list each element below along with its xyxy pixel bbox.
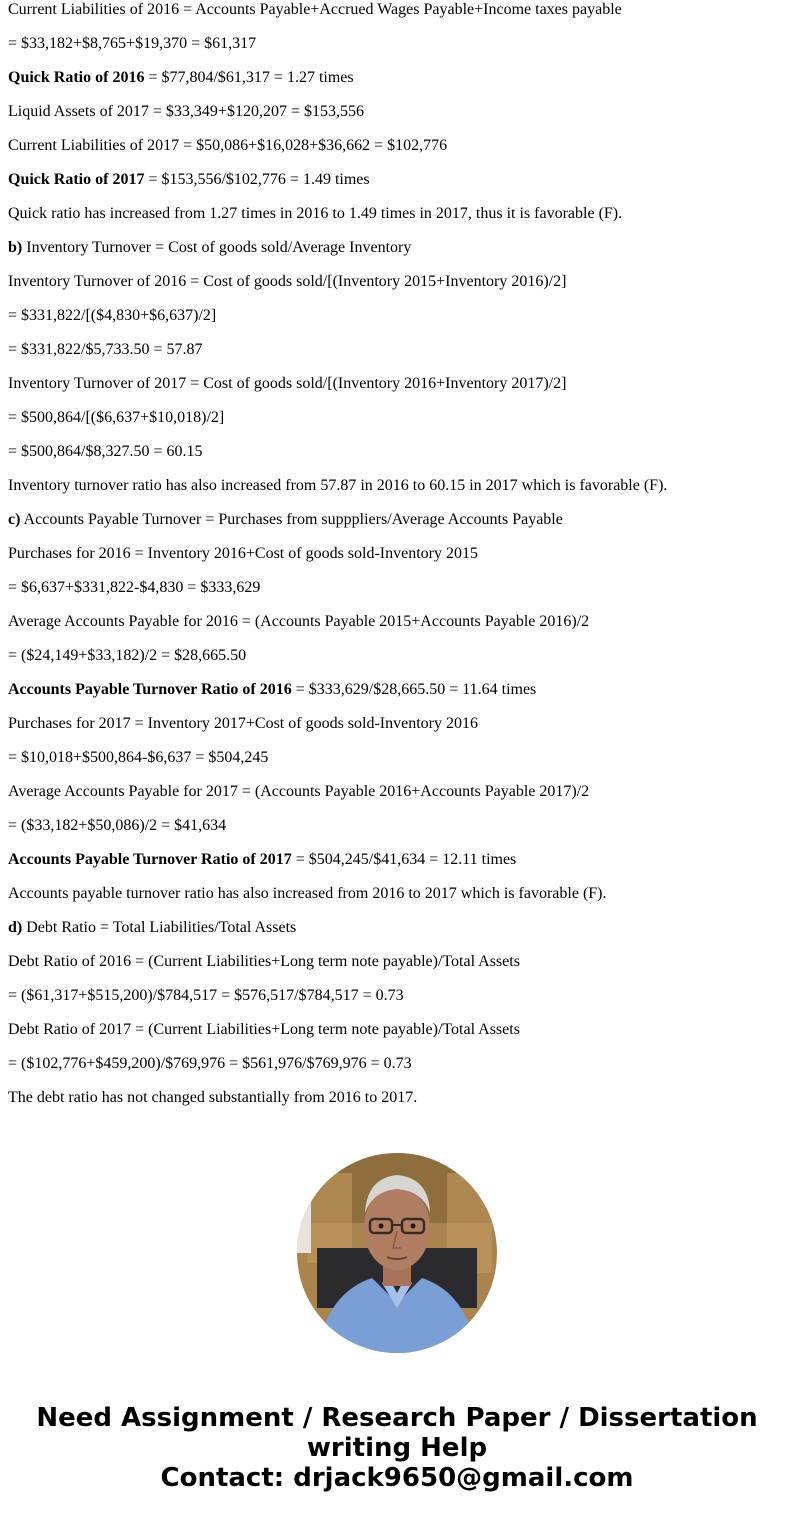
- line-text: = $500,864/[($6,637+$10,018)/2]: [8, 409, 225, 426]
- text-line: [8, 544, 788, 564]
- line-text: Average Accounts Payable for 2016 = (Accounts Payable 2015+Accounts Payable 2016)/2: [8, 613, 590, 630]
- bold-label: c): [8, 511, 21, 528]
- line-text: = ($102,776+$459,200)/$769,976 = $561,976/$769,976 = 0.73: [8, 1055, 412, 1072]
- text-line: [8, 476, 788, 496]
- text-line: [8, 408, 788, 428]
- contact-banner: [0, 1403, 794, 1493]
- text-line: [8, 884, 788, 904]
- text-line: [8, 918, 788, 938]
- text-line: [8, 1054, 788, 1074]
- text-line: [8, 816, 788, 836]
- text-line: [8, 272, 788, 292]
- cta-contact-email: Contact: drjack9650@gmail.com: [160, 1463, 634, 1493]
- line-text: Debt Ratio = Total Liabilities/Total Assets: [22, 919, 297, 936]
- line-text: = ($61,317+$515,200)/$784,517 = $576,517/$784,517 = 0.73: [8, 987, 404, 1004]
- text-line: [8, 1088, 788, 1108]
- text-line: [8, 204, 788, 224]
- text-line: [8, 442, 788, 462]
- line-text: Quick ratio has increased from 1.27 times in 2016 to 1.49 times in 2017, thus it is favorable (F).: [8, 205, 623, 222]
- line-text: = $331,822/[($4,830+$6,637)/2]: [8, 307, 217, 324]
- text-line: [8, 748, 788, 768]
- cta-line-2: writing Help: [306, 1433, 488, 1463]
- line-text: Inventory Turnover of 2017 = Cost of goods sold/[(Inventory 2016+Inventory 2017)/2]: [8, 375, 567, 392]
- bold-label: b): [8, 239, 23, 256]
- line-text: = ($24,149+$33,182)/2 = $28,665.50: [8, 647, 247, 664]
- line-text: Accounts Payable Turnover = Purchases from supppliers/Average Accounts Payable: [20, 511, 563, 528]
- text-line: [8, 170, 788, 190]
- line-text: = $331,822/$5,733.50 = 57.87: [8, 341, 203, 358]
- line-text: The debt ratio has not changed substantially from 2016 to 2017.: [8, 1089, 418, 1106]
- line-text: = $500,864/$8,327.50 = 60.15: [8, 443, 203, 460]
- line-text: Debt Ratio of 2017 = (Current Liabilities+Long term note payable)/Total Assets: [8, 1021, 520, 1038]
- text-line: [8, 782, 788, 802]
- line-text: Inventory turnover ratio has also increased from 57.87 in 2016 to 60.15 in 2017 which is favorable (F).: [8, 477, 668, 494]
- text-line: [8, 0, 788, 20]
- text-line: [8, 510, 788, 530]
- author-photo: [297, 1153, 497, 1353]
- text-line: [8, 306, 788, 326]
- line-text: Purchases for 2017 = Inventory 2017+Cost of goods sold-Inventory 2016: [8, 715, 478, 732]
- text-line: [8, 646, 788, 666]
- text-line: [8, 102, 788, 122]
- line-text: = $504,245/$41,634 = 12.11 times: [291, 851, 517, 868]
- line-text: Average Accounts Payable for 2017 = (Accounts Payable 2016+Accounts Payable 2017)/2: [8, 783, 590, 800]
- text-line: [8, 850, 788, 870]
- line-text: Inventory Turnover = Cost of goods sold/Average Inventory: [22, 239, 412, 256]
- line-text: = $6,637+$331,822-$4,830 = $333,629: [8, 579, 261, 596]
- text-line: [8, 714, 788, 734]
- line-text: = $153,556/$102,776 = 1.49 times: [144, 171, 370, 188]
- cta-line-1: Need Assignment / Research Paper / Dissertation: [36, 1403, 758, 1433]
- text-line: [8, 136, 788, 156]
- text-line: [8, 1020, 788, 1040]
- solution-text: [8, 0, 788, 1122]
- text-line: [8, 238, 788, 258]
- text-line: [8, 340, 788, 360]
- bold-label: Quick Ratio of 2017: [8, 171, 145, 188]
- line-text: Accounts payable turnover ratio has also increased from 2016 to 2017 which is favorable (F).: [8, 885, 607, 902]
- author-avatar: [297, 1153, 497, 1353]
- text-line: [8, 374, 788, 394]
- line-text: = $10,018+$500,864-$6,637 = $504,245: [8, 749, 269, 766]
- line-text: = $77,804/$61,317 = 1.27 times: [144, 69, 354, 86]
- text-line: [8, 680, 788, 700]
- line-text: Liquid Assets of 2017 = $33,349+$120,207 = $153,556: [8, 103, 364, 120]
- line-text: = $33,182+$8,765+$19,370 = $61,317: [8, 35, 257, 52]
- line-text: Purchases for 2016 = Inventory 2016+Cost of goods sold-Inventory 2015: [8, 545, 478, 562]
- line-text: Current Liabilities of 2016 = Accounts Payable+Accrued Wages Payable+Income taxes payable: [8, 1, 622, 18]
- bold-label: Accounts Payable Turnover Ratio of 2017: [8, 851, 292, 868]
- line-text: = $333,629/$28,665.50 = 11.64 times: [291, 681, 537, 698]
- text-line: [8, 68, 788, 88]
- text-line: [8, 612, 788, 632]
- line-text: = ($33,182+$50,086)/2 = $41,634: [8, 817, 227, 834]
- line-text: Current Liabilities of 2017 = $50,086+$16,028+$36,662 = $102,776: [8, 137, 448, 154]
- text-line: [8, 952, 788, 972]
- bold-label: Quick Ratio of 2016: [8, 69, 145, 86]
- line-text: Debt Ratio of 2016 = (Current Liabilities+Long term note payable)/Total Assets: [8, 953, 520, 970]
- line-text: Inventory Turnover of 2016 = Cost of goods sold/[(Inventory 2015+Inventory 2016)/2]: [8, 273, 567, 290]
- bold-label: Accounts Payable Turnover Ratio of 2016: [8, 681, 292, 698]
- text-line: [8, 986, 788, 1006]
- text-line: [8, 34, 788, 54]
- bold-label: d): [8, 919, 23, 936]
- text-line: [8, 578, 788, 598]
